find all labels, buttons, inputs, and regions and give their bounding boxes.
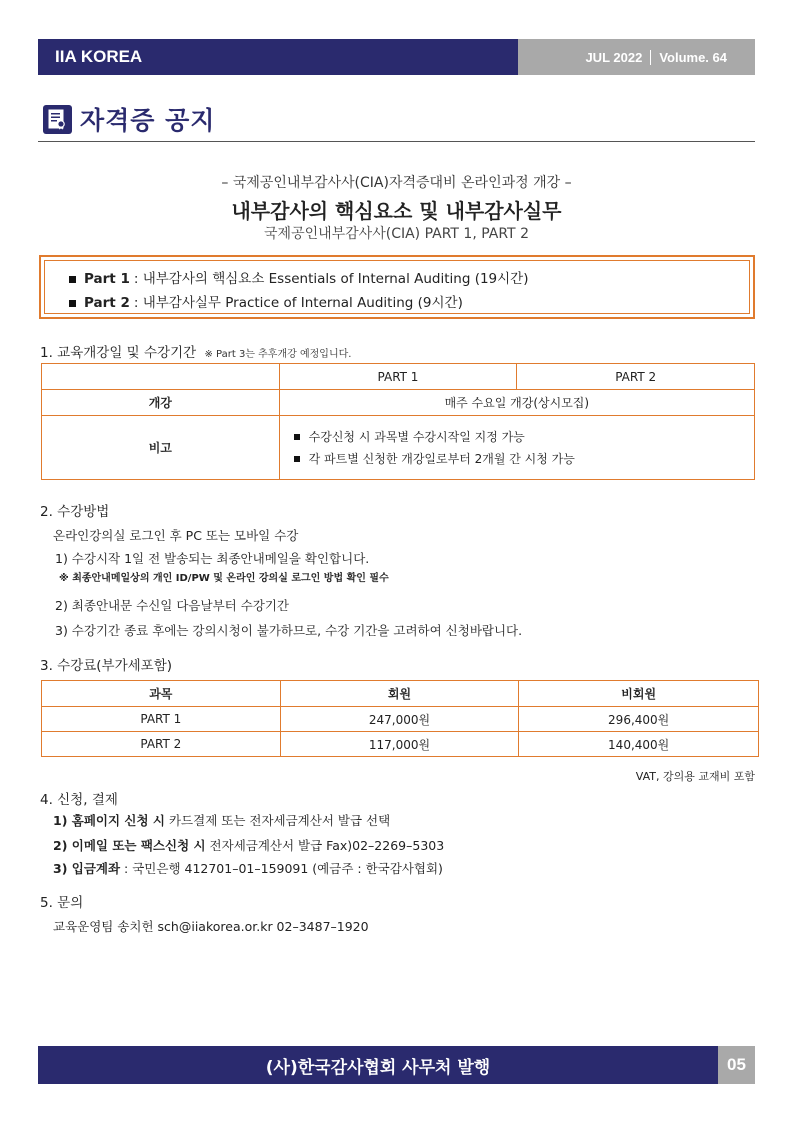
part-label: Part 1: [84, 271, 130, 287]
issue-divider: [650, 50, 651, 65]
issue-info: [518, 39, 755, 75]
announcement-title: 내부감사의 핵심요소 및 내부감사실무: [231, 199, 562, 223]
bullet-square-icon: [294, 456, 300, 462]
table-cell-empty: [42, 364, 280, 390]
section4-line3-bold: 3) 입금계좌: [53, 861, 121, 876]
section2-step2: 2) 최종안내문 수신일 다음날부터 수강기간: [55, 598, 289, 613]
table-cell: PART 2: [42, 732, 281, 757]
table-header-cell: PART 2: [517, 364, 755, 390]
list-item: [294, 448, 754, 470]
part-desc: : 내부감사의 핵심요소 Essentials of Internal Auditing (19시간): [133, 271, 529, 287]
bullet-square-icon: [69, 276, 76, 283]
fee-table: [41, 680, 759, 757]
section2-step1: 1) 수강시작 1일 전 발송되는 최종안내메일을 확인합니다.: [55, 551, 370, 566]
table-row: [42, 707, 759, 732]
publisher: (사)한국감사협회 사무처 발행: [38, 1046, 718, 1084]
issue-date: JUL 2022: [585, 49, 643, 65]
page-header: [38, 39, 755, 75]
section-divider: [38, 141, 755, 142]
section1-heading: [40, 341, 351, 361]
table-cell: 247,000원: [280, 707, 519, 732]
table-cell: [279, 416, 754, 480]
section2-intro: 온라인강의실 로그인 후 PC 또는 모바일 수강: [53, 528, 299, 543]
announcement-subtitle-2: 국제공인내부감사사(CIA) PART 1, PART 2: [264, 226, 529, 242]
issue-volume: Volume. 64: [659, 49, 727, 65]
section2-step3: 3) 수강기간 종료 후에는 강의시청이 불가하므로, 수강 기간을 고려하여 신청바랍니다.: [55, 623, 523, 638]
table-row: [42, 390, 755, 416]
section4-line2-bold: 2) 이메일 또는 팩스신청 시: [53, 838, 206, 853]
bullet-square-icon: [294, 434, 300, 440]
certificate-icon: [43, 105, 72, 134]
section4-line2: [53, 836, 444, 854]
section4-line2-text: 전자세금계산서 발급 Fax)02–2269–5303: [205, 838, 445, 853]
section-title-text: 자격증 공지: [80, 106, 216, 135]
table-header-cell: 과목: [42, 681, 281, 707]
section-title: [43, 101, 215, 137]
section4-line3-text: : 국민은행 412701–01–159091 (예금주 : 한국감사협회): [120, 861, 443, 876]
announcement-subtitle: – 국제공인내부감사사(CIA)자격증대비 온라인과정 개강 –: [221, 175, 572, 191]
part-desc: : 내부감사실무 Practice of Internal Auditing (9시간): [133, 295, 463, 311]
table-row-label: 비고: [42, 416, 280, 480]
table-cell: 매주 수요일 개강(상시모집): [279, 390, 754, 416]
table-row: [42, 681, 759, 707]
page-footer: [38, 1046, 755, 1084]
list-item: [294, 426, 754, 448]
table-row: [42, 416, 755, 480]
table-cell: 140,400원: [519, 732, 759, 757]
page-number: 05: [718, 1046, 755, 1084]
section4-line1-text: 카드결제 또는 전자세금계산서 발급 선택: [165, 813, 391, 828]
section4-line3: [53, 859, 443, 877]
contact-info: 교육운영팀 송치헌 sch@iiakorea.or.kr 02–3487–1920: [53, 919, 369, 934]
brand-name: IIA KOREA: [38, 39, 518, 75]
table-row: [42, 732, 759, 757]
table-row: [42, 364, 755, 390]
schedule-table: [41, 363, 755, 480]
table-header-cell: 회원: [280, 681, 519, 707]
section1-heading-text: 1. 교육개강일 및 수강기간: [40, 345, 197, 361]
parts-box: [39, 255, 755, 319]
part-item: [69, 291, 749, 315]
section2-heading: 2. 수강방법: [40, 504, 110, 520]
section4-line1: [53, 811, 390, 829]
section3-heading: 3. 수강료(부가세포함): [40, 658, 173, 674]
table-row-label: 개강: [42, 390, 280, 416]
section4-heading: 4. 신청, 결제: [40, 792, 118, 808]
list-item-text: 각 파트별 신청한 개강일로부터 2개월 간 시청 가능: [308, 451, 575, 466]
part-item: [69, 267, 749, 291]
table-header-cell: 비회원: [519, 681, 759, 707]
table-header-cell: PART 1: [279, 364, 517, 390]
parts-box-inner: [44, 260, 750, 314]
table-cell: 117,000원: [280, 732, 519, 757]
table-cell: 296,400원: [519, 707, 759, 732]
vat-note: VAT, 강의용 교재비 포함: [635, 770, 755, 783]
table-cell: PART 1: [42, 707, 281, 732]
list-item-text: 수강신청 시 과목별 수강시작일 지정 가능: [308, 429, 525, 444]
bullet-square-icon: [69, 300, 76, 307]
part-label: Part 2: [84, 295, 130, 311]
section2-step1-note: ※ 최종안내메일상의 개인 ID/PW 및 온라인 강의실 로그인 방법 확인 필수: [59, 573, 389, 584]
section1-note: ※ Part 3는 추후개강 예정입니다.: [204, 349, 352, 360]
section4-line1-bold: 1) 홈페이지 신청 시: [53, 813, 165, 828]
section5-heading: 5. 문의: [40, 895, 84, 911]
